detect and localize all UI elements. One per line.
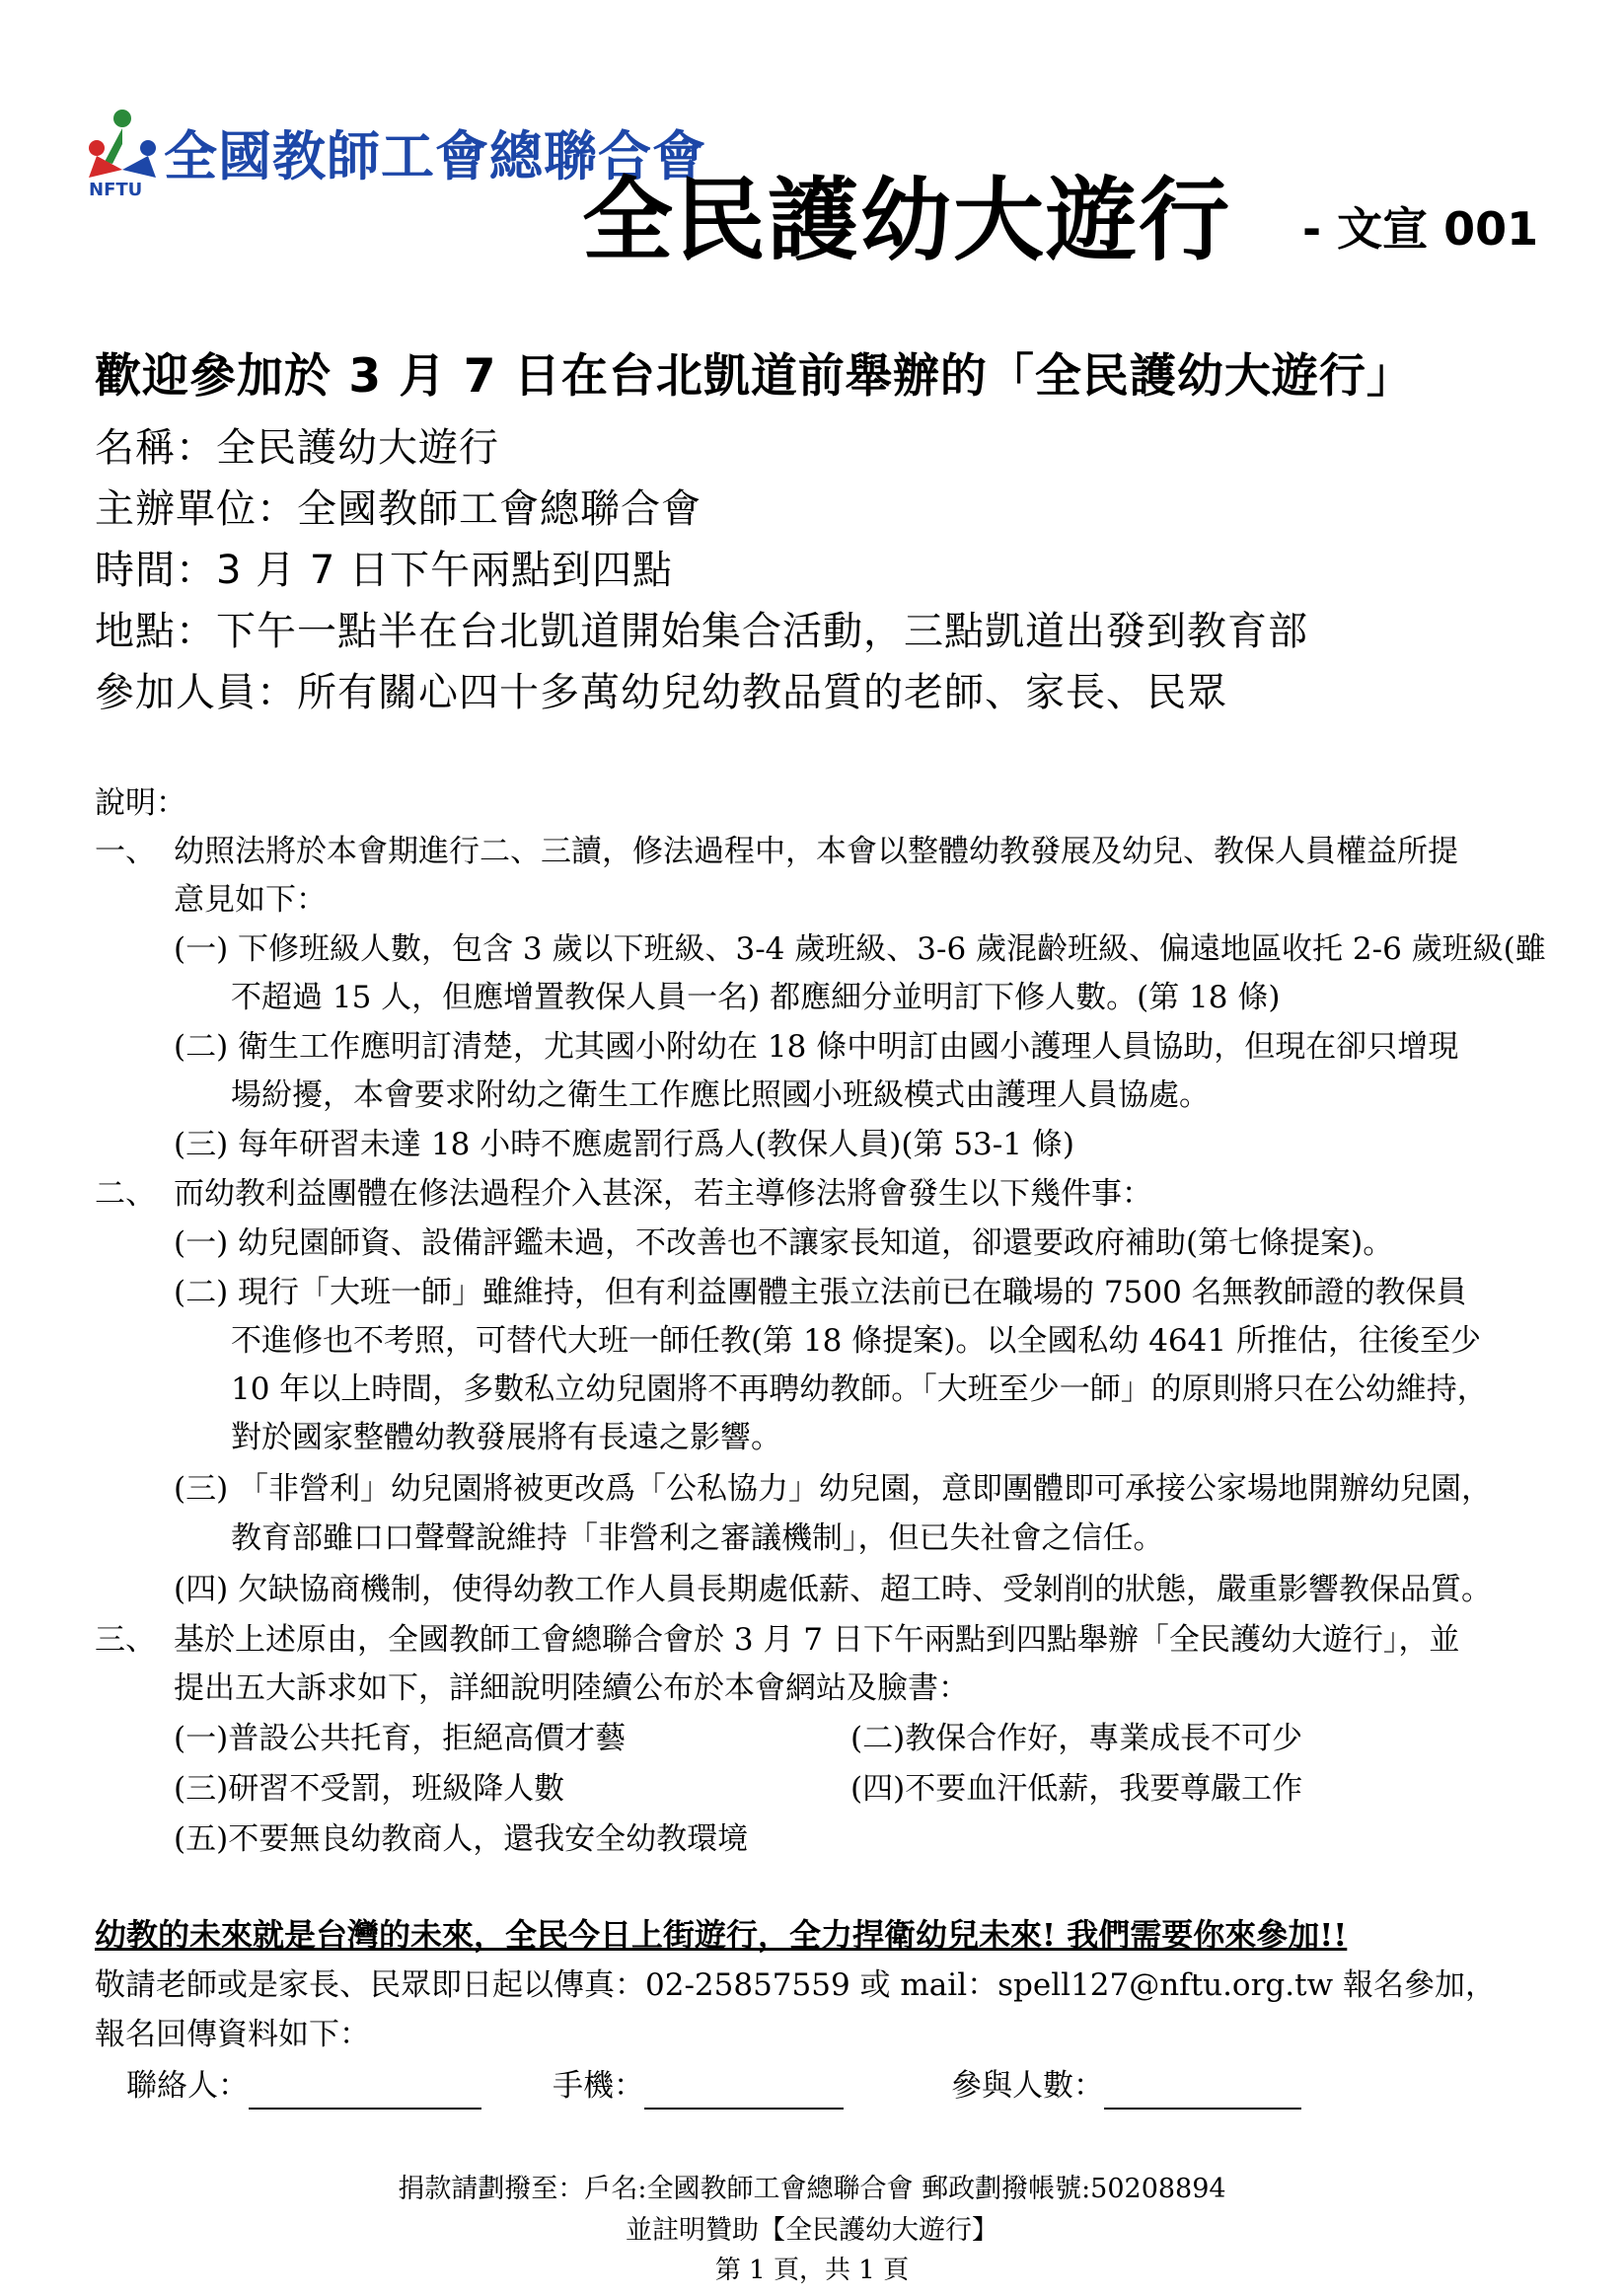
page-subtitle: - 文宣 001 <box>1302 202 1539 256</box>
demand-item: (三)研習不受罰，班級降人數 <box>174 1771 565 1807</box>
signup-text: 報名回傳資料如下： <box>95 2017 370 2052</box>
attendee-count-blank[interactable] <box>1104 2078 1301 2110</box>
attendee-count-label: 參與人數： <box>951 2068 1104 2104</box>
section-2-item: (三) 「非營利」幼兒園將被更改爲「公私協力」幼兒園，意即團體即可承接公家場地開辦幼兒園， <box>174 1471 1493 1507</box>
section-2-item-cont: 對於國家整體幼教發展將有長遠之影響。 <box>231 1420 781 1455</box>
org-name: 全國教師工會總聯合會 <box>164 125 706 187</box>
org-logo <box>83 105 706 203</box>
section-3-text: 基於上述原由，全國教師工會總聯合會於 3 月 7 日下午兩點到四點舉辦「全民護幼大遊行」，並 <box>174 1622 1460 1658</box>
section-3-number: 三、 <box>95 1622 156 1658</box>
contact-field[interactable] <box>126 2062 481 2110</box>
section-1-item-cont: 場紛擾，本會要求附幼之衛生工作應比照國小班級模式由護理人員協處。 <box>231 1077 1210 1113</box>
donation-note: 並註明贊助【全民護幼大遊行】 <box>626 2215 998 2246</box>
phone-label: 手機： <box>553 2068 644 2104</box>
contact-label: 聯絡人： <box>126 2068 249 2104</box>
section-2-text: 而幼教利益團體在修法過程介入甚深，若主導修法將會發生以下幾件事： <box>174 1176 1152 1212</box>
info-participants: 參加人員：所有關心四十多萬幼兒幼教品質的老師、家長、民眾 <box>95 670 1227 715</box>
page-title: 全民護幼大遊行 <box>582 168 1232 273</box>
section-1-item: (一) 下修班級人數，包含 3 歲以下班級、3-4 歲班級、3-6 歲混齡班級、偏遠地區收托 2-6 歲班級(雖 <box>174 931 1546 967</box>
explain-label: 說明： <box>95 785 186 821</box>
demand-item: (一)普設公共托育，拒絕高價才藝 <box>174 1721 627 1756</box>
phone-blank[interactable] <box>644 2078 844 2110</box>
donation-info: 捐款請劃撥至：戶名:全國教師工會總聯合會 郵政劃撥帳號:50208894 <box>398 2174 1226 2204</box>
section-1-item-cont: 不超過 15 人，但應增置教保人員一名) 都應細分並明訂下修人數。(第 18 條) <box>231 980 1281 1015</box>
call-to-action: 幼教的未來就是台灣的未來，全民今日上街遊行，全力捍衛幼兒未來! 我們需要你來參加!! <box>95 1916 1348 1954</box>
contact-blank[interactable] <box>249 2078 481 2110</box>
section-3-text: 提出五大訴求如下，詳細說明陸續公布於本會網站及臉書： <box>174 1670 969 1706</box>
attendee-count-field[interactable] <box>951 2062 1301 2110</box>
demand-item: (二)教保合作好，專業成長不可少 <box>850 1721 1303 1756</box>
section-2-item-cont: 不進修也不考照，可替代大班一師任教(第 18 條提案)。以全國私幼 4641 所推估，往後至少 <box>231 1323 1481 1359</box>
section-1-text: 意見如下： <box>174 882 327 918</box>
section-1-item: (二) 衛生工作應明訂清楚，尤其國小附幼在 18 條中明訂由國小護理人員協助，但現在卻只增現 <box>174 1029 1459 1065</box>
section-2-number: 二、 <box>95 1176 156 1212</box>
info-organizer: 主辦單位：全國教師工會總聯合會 <box>95 486 701 532</box>
page-number: 第 1 頁，共 1 頁 <box>714 2256 910 2285</box>
section-1-text: 幼照法將於本會期進行二、三讀，修法過程中，本會以整體幼教發展及幼兒、教保人員權益所提 <box>174 834 1458 869</box>
demand-item: (五)不要無良幼教商人，還我安全幼教環境 <box>174 1821 749 1857</box>
org-abbr: NFTU <box>89 180 143 200</box>
info-time: 時間：3 月 7 日下午兩點到四點 <box>95 548 674 593</box>
headline: 歡迎參加於 3 月 7 日在台北凱道前舉辦的「全民護幼大遊行」 <box>95 349 1414 404</box>
phone-field[interactable] <box>553 2062 844 2110</box>
section-2-item-cont: 10 年以上時間，多數私立幼兒園將不再聘幼教師。「大班至少一師」的原則將只在公幼維持， <box>231 1371 1488 1407</box>
section-2-item: (一) 幼兒園師資、設備評鑑未過，不改善也不讓家長知道，卻還要政府補助(第七條提案)。 <box>174 1225 1394 1261</box>
section-1-number: 一、 <box>95 834 156 869</box>
section-2-item: (四) 欠缺協商機制，使得幼教工作人員長期處低薪、超工時、受剝削的狀態，嚴重影響教保品質。 <box>174 1572 1493 1607</box>
section-2-item-cont: 教育部雖口口聲聲說維持「非營利之審議機制」，但已失社會之信任。 <box>231 1520 1164 1556</box>
info-name: 名稱：全民護幼大遊行 <box>95 425 499 471</box>
signup-text: 敬請老師或是家長、民眾即日起以傳真：02-25857559 或 mail：spell127@nftu.org.tw 報名參加， <box>95 1967 1496 2003</box>
section-1-item: (三) 每年研習未達 18 小時不應處罰行爲人(教保人員)(第 53-1 條) <box>174 1127 1074 1162</box>
demand-item: (四)不要血汗低薪，我要尊嚴工作 <box>850 1771 1303 1807</box>
info-location: 地點：下午一點半在台北凱道開始集合活動，三點凱道出發到教育部 <box>95 609 1308 654</box>
section-2-item: (二) 現行「大班一師」雖維持，但有利益團體主張立法前已在職場的 7500 名無教師證的教保員 <box>174 1275 1467 1310</box>
